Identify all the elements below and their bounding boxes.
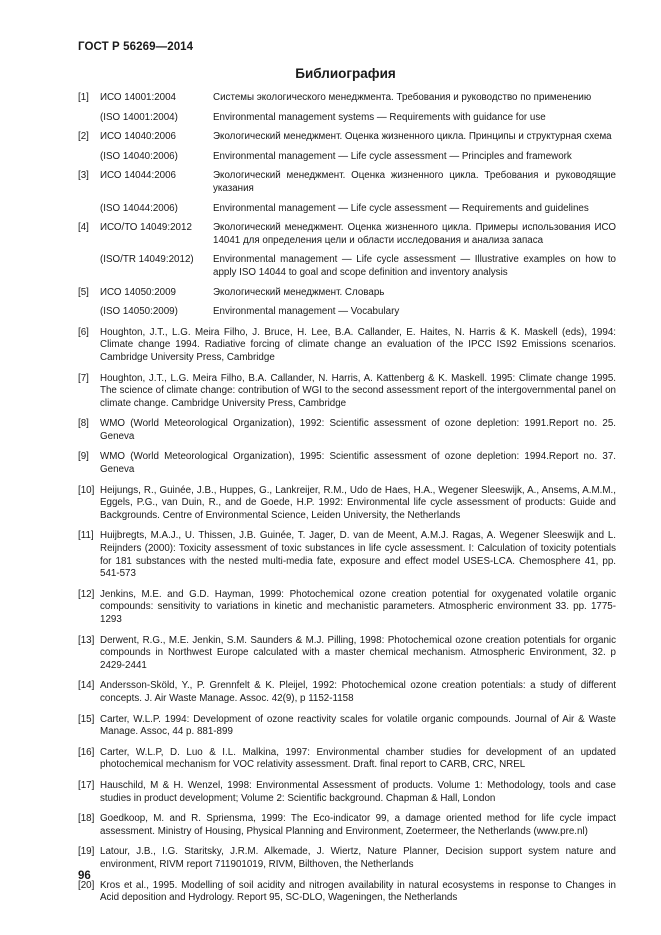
reference-number: [11] — [78, 530, 94, 542]
reference-text: WMO (World Meteorological Organization), 1992: Scientific assessment of ozone depletion: 1991.Report no. 25. Geneva — [100, 418, 616, 442]
standard-title: Environmental management — Vocabulary — [213, 306, 400, 318]
reference-text: Jenkins, M.E. and G.D. Hayman, 1999: Photochemical ozone creation potential for oxygenated volatile organic compounds: sensitivity to variations in kinetic and mechanistic parameters. Atmospheric environment 33. pp. 1775-1293 — [100, 588, 616, 625]
reference-number: [3] — [78, 170, 89, 182]
reference-text: Goedkoop, M. and R. Spriensma, 1999: The Eco-indicator 99, a damage oriented method for life cycle impact assessment. Ministry of Housing, Physical Planning and Environment, Zoetermeer, the Netherlands (www.pre.nl) — [100, 813, 616, 837]
reference-number: [20] — [78, 879, 95, 891]
standard-code: (ISO 14044:2006) — [100, 202, 178, 214]
reference-number: [18] — [78, 813, 95, 825]
reference-text: Houghton, J.T., L.G. Meira Filho, J. Bruce, H. Lee, B.A. Callander, E. Haites, N. Harris & K. Maskell (eds), 1994: Climate change 1994. Radiative forcing of climate change an evaluation of the IPCC IS92 Emissions scenarios. Cambridge University Press, Cambridge — [100, 326, 616, 363]
standard-title: Экологический менеджмент. Оценка жизненного цикла. Требования и руководящие указания — [213, 170, 616, 194]
reference-number: [4] — [78, 222, 89, 234]
reference-item-3 — [78, 170, 616, 195]
reference-number: [10] — [78, 484, 95, 496]
standard-code: (ISO/TR 14049:2012) — [100, 254, 194, 266]
reference-number: [15] — [78, 713, 95, 725]
reference-text: Houghton, J.T., L.G. Meira Filho, B.A. Callander, N. Harris, A. Kattenberg & K. Maskell. 1995: Climate change 1995. The science of climate change: contribution of WGI to the second assessment report of the intergovernmental panel on climate change. Cambridge University Press, Cambridge — [100, 372, 616, 409]
reference-number — [78, 151, 100, 164]
standard-title: Environmental management systems — Requirements with guidance for use — [213, 111, 546, 123]
reference-text: WMO (World Meteorological Organization), 1995: Scientific assessment of ozone depletion: 1994.Report no. 37. Geneva — [100, 451, 616, 476]
reference-list — [78, 92, 616, 905]
standard-title: Экологический менеджмент. Оценка жизненного цикла. Примеры использования ИСО 14041 для определения цели и области исследования и анализа запаса — [213, 222, 616, 246]
standard-code: ИСО 14050:2009 — [100, 286, 177, 298]
reference-item-1 — [78, 92, 616, 105]
reference-number: [17] — [78, 779, 95, 791]
reference-item-12 — [78, 589, 616, 627]
standard-title: Environmental management — Life cycle assessment — Illustrative examples on how to apply ISO 14044 to goal and scope definition and inventory analysis — [213, 254, 616, 278]
reference-number: [6] — [78, 326, 89, 338]
reference-item-3-en — [78, 203, 616, 216]
reference-item-13 — [78, 635, 616, 673]
reference-item-8 — [78, 418, 616, 443]
standard-title: Environmental management — Life cycle assessment — Principles and framework — [213, 150, 572, 162]
reference-text: Carter, W.L.P. 1994: Development of ozone reactivity scales for volatile organic compounds. Journal of Air & Waste Manage. Assoc, 44 p. 881-899 — [100, 713, 616, 738]
reference-number: [13] — [78, 634, 95, 646]
reference-item-11 — [78, 530, 616, 580]
reference-text: Hauschild, M & H. Wenzel, 1998: Environmental Assessment of products. Volume 1: Methodology, tools and case studies in product development; Volume 2: Scientific background. Chapman & Hall, London — [100, 779, 616, 804]
standard-code: ИСО 14001:2004 — [100, 92, 177, 103]
reference-number — [78, 306, 100, 319]
reference-number: [19] — [78, 846, 95, 858]
standard-title: Экологический менеджмент. Оценка жизненного цикла. Принципы и структурная схема — [213, 131, 612, 143]
reference-number: [1] — [78, 92, 89, 103]
reference-text: Kros et al., 1995. Modelling of soil acidity and nitrogen availability in natural ecosystems in response to Changes in Acid deposition and Hydrology. Report 95, SC-DLO, Wageningen, the Netherlands — [100, 879, 616, 904]
reference-number: [12] — [78, 588, 95, 600]
reference-number: [2] — [78, 131, 89, 143]
reference-number: [14] — [78, 680, 95, 692]
bibliography-title: Библиография — [295, 66, 396, 81]
reference-item-19 — [78, 846, 616, 871]
standard-code: ИСО 14040:2006 — [100, 131, 177, 143]
reference-number: [9] — [78, 451, 89, 463]
reference-item-6 — [78, 327, 616, 365]
reference-item-4 — [78, 222, 616, 247]
reference-number: [5] — [78, 286, 89, 298]
standard-title: Экологический менеджмент. Словарь — [213, 286, 385, 298]
reference-item-2-en — [78, 151, 616, 164]
page-number: 96 — [78, 870, 91, 882]
reference-item-18 — [78, 813, 616, 838]
reference-item-17 — [78, 780, 616, 805]
reference-number: [16] — [78, 746, 95, 758]
reference-item-15 — [78, 714, 616, 739]
standard-title: Environmental management — Life cycle assessment — Requirements and guidelines — [213, 202, 589, 214]
standard-code: ИСО 14044:2006 — [100, 170, 177, 182]
reference-item-20 — [78, 880, 616, 905]
reference-item-10 — [78, 485, 616, 523]
standard-code: (ISO 14001:2004) — [100, 111, 178, 123]
reference-number — [78, 254, 100, 279]
reference-item-5-en — [78, 306, 616, 319]
reference-text: Heijungs, R., Guinée, J.B., Huppes, G., Lankreijer, R.M., Udo de Haes, H.A., Wegener Sleeswijk, A., Ansems, A.M.M., Eggels, P.G., van Duin, R., and de Goede, H.P. 1992: Environmental life cycle assessment of products: Guide and Backgrounds. Centre of Environmental Science, Leiden University, the Netherlands — [100, 484, 616, 521]
reference-text: Derwent, R.G., M.E. Jenkin, S.M. Saunders & M.J. Pilling, 1998: Photochemical ozone creation potentials for organic compounds in Northwest Europe calculated with a master chemical mechanism. Atmospheric Environment, 32. p 2429-2441 — [100, 634, 616, 671]
reference-number — [78, 203, 100, 216]
document-code: ГОСТ Р 56269—2014 — [78, 41, 194, 53]
reference-item-16 — [78, 747, 616, 772]
reference-text: Huijbregts, M.A.J., U. Thissen, J.B. Guinée, T. Jager, D. van de Meent, A.M.J. Ragas, A. Wegener Sleeswijk and L. Reijnders (2000): Toxicity assessment of toxic substances in life cycle assessment. I: Calculation of toxicity potentials for 181 substances with the nested multi-media fate, exposure and effect model USES-LCA. Chemosphere 41, pp. 541-573 — [100, 530, 616, 580]
standard-code: (ISO 14040:2006) — [100, 150, 178, 162]
reference-text: Latour, J.B., I.G. Staritsky, J.R.M. Alkemade, J. Wiertz, Nature Planner, Decision support system nature and environment, RIVM report 711901019, RIVM, Bilthoven, the Netherlands — [100, 846, 616, 870]
reference-item-4-en — [78, 254, 616, 279]
reference-item-7 — [78, 373, 616, 411]
reference-item-1-en — [78, 112, 616, 125]
reference-item-5 — [78, 287, 616, 300]
standard-code: ИСО/ТО 14049:2012 — [100, 222, 192, 234]
reference-number: [7] — [78, 372, 89, 384]
standard-code: (ISO 14050:2009) — [100, 306, 178, 318]
reference-text: Carter, W.L.P, D. Luo & I.L. Malkina, 1997: Environmental chamber studies for development of an updated photochemical mechanism for VOC relativity assessment. Draft. final report to CARB, CRC, NREL — [100, 746, 616, 771]
reference-number — [78, 112, 100, 125]
reference-item-14 — [78, 680, 616, 705]
reference-item-2 — [78, 131, 616, 144]
reference-number: [8] — [78, 418, 89, 430]
standard-title: Системы экологического менеджмента. Требования и руководство по применению — [213, 92, 592, 103]
reference-item-9 — [78, 451, 616, 476]
reference-text: Andersson-Sköld, Y., P. Grennfelt & K. Pleijel, 1992: Photochemical ozone creation potentials: a study of different concepts. J. Air Waste Manage. Assoc. 42(9), p 1152-1158 — [100, 680, 616, 704]
